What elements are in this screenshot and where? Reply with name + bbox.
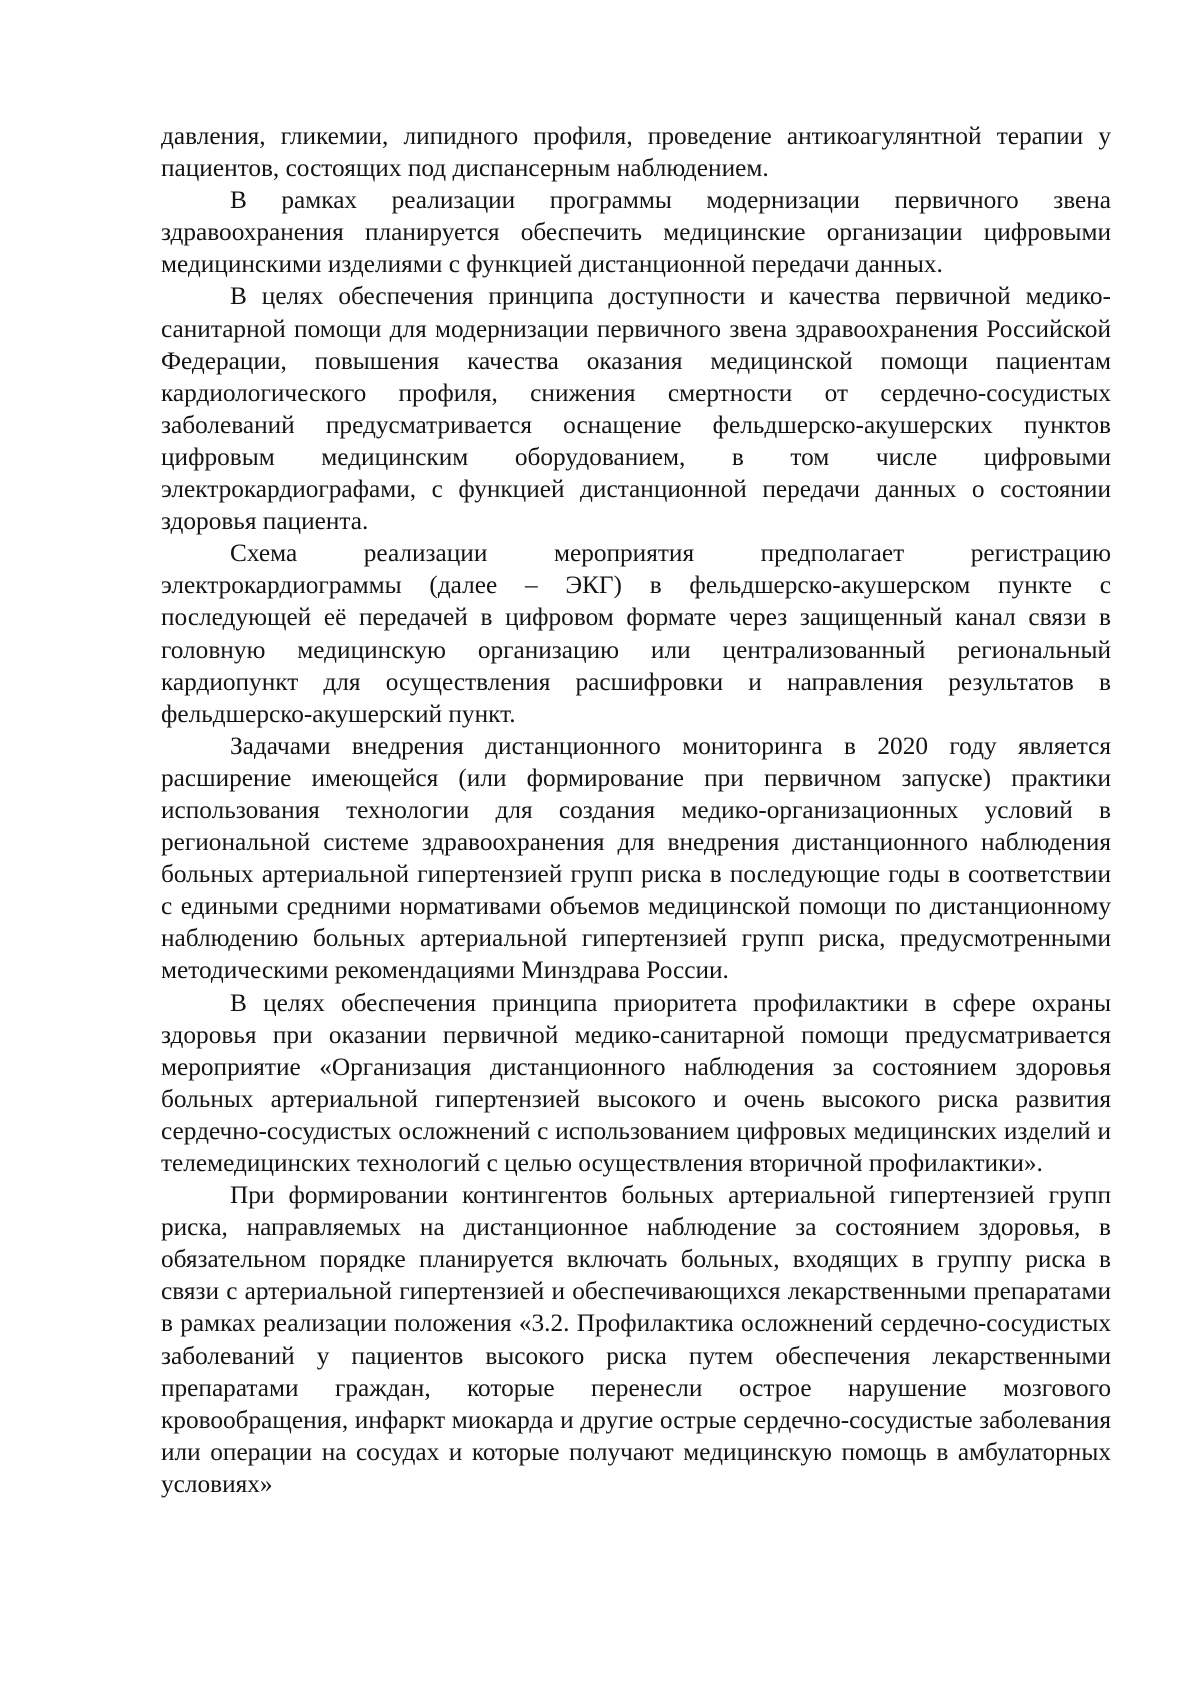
paragraph-continued: давления, гликемии, липидного профиля, проведение антикоагулянтной терапии у пациентов, состоящих под диспансерным наблюдением. [161,122,1111,183]
paragraph-ecg-scheme: Схема реализации мероприятия предполагает регистрацию электрокардиограммы (далее – ЭКГ) в фельдшерско-акушерском пункте с последующей её передачей в цифровом формате через защищенный канал связи в головную медицинскую организацию или централизованный региональный кардиопункт для осуществления расшифровки и направления результатов в фельдшерско-акушерский пункт. [161,539,1111,728]
paragraph-risk-group-contingents: При формировании контингентов больных артериальной гипертензией групп риска, направляемых на дистанционное наблюдение за состоянием здоровья, в обязательном порядке планируется включать больных, входящих в группу риска в связи с артериальной гипертензией и обеспечивающихся лекарственными препаратами в рамках реализации положения «3.2. Профилактика осложнений сердечно-сосудистых заболеваний у пациентов высокого риска путем обеспечения лекарственными препаратами граждан, которые перенесли острое нарушение мозгового кровообращения, инфаркт миокарда и другие острые сердечно-сосудистые заболевания или операции на сосудах и которые получают медицинскую помощь в амбулаторных условиях» [161,1181,1111,1498]
document-body [161,120,1111,1500]
paragraph-accessibility-quality: В целях обеспечения принципа доступности и качества первичной медико-санитарной помощи для модернизации первичного звена здравоохранения Российской Федерации, повышения качества оказания медицинской помощи пациентам кардиологического профиля, снижения смертности от сердечно-сосудистых заболеваний предусматривается оснащение фельдшерско-акушерских пунктов цифровым медицинским оборудованием, в том числе цифровыми электрокардиографами, с функцией дистанционной передачи данных о состоянии здоровья пациента. [161,282,1111,536]
paragraph-modernization-program: В рамках реализации программы модернизации первичного звена здравоохранения планируется обеспечить медицинские организации цифровыми медицинскими изделиями с функцией дистанционной передачи данных. [161,186,1111,279]
paragraph-remote-monitoring-tasks: Задачами внедрения дистанционного мониторинга в 2020 году является расширение имеющейся (или формирование при первичном запуске) практики использования технологии для создания медико-организационных условий в региональной системе здравоохранения для внедрения дистанционного наблюдения больных артериальной гипертензией групп риска в последующие годы в соответствии с едиными средними нормативами объемов медицинской помощи по дистанционному наблюдению больных артериальной гипертензией групп риска, предусмотренными методическими рекомендациями Минздрава России. [161,731,1111,985]
paragraph-prevention-priority: В целях обеспечения принципа приоритета профилактики в сфере охраны здоровья при оказании первичной медико-санитарной помощи предусматривается мероприятие «Организация дистанционного наблюдения за состоянием здоровья больных артериальной гипертензией высокого и очень высокого риска развития сердечно-сосудистых осложнений с использованием цифровых медицинских изделий и телемедицинских технологий с целью осуществления вторичной профилактики». [161,988,1111,1177]
